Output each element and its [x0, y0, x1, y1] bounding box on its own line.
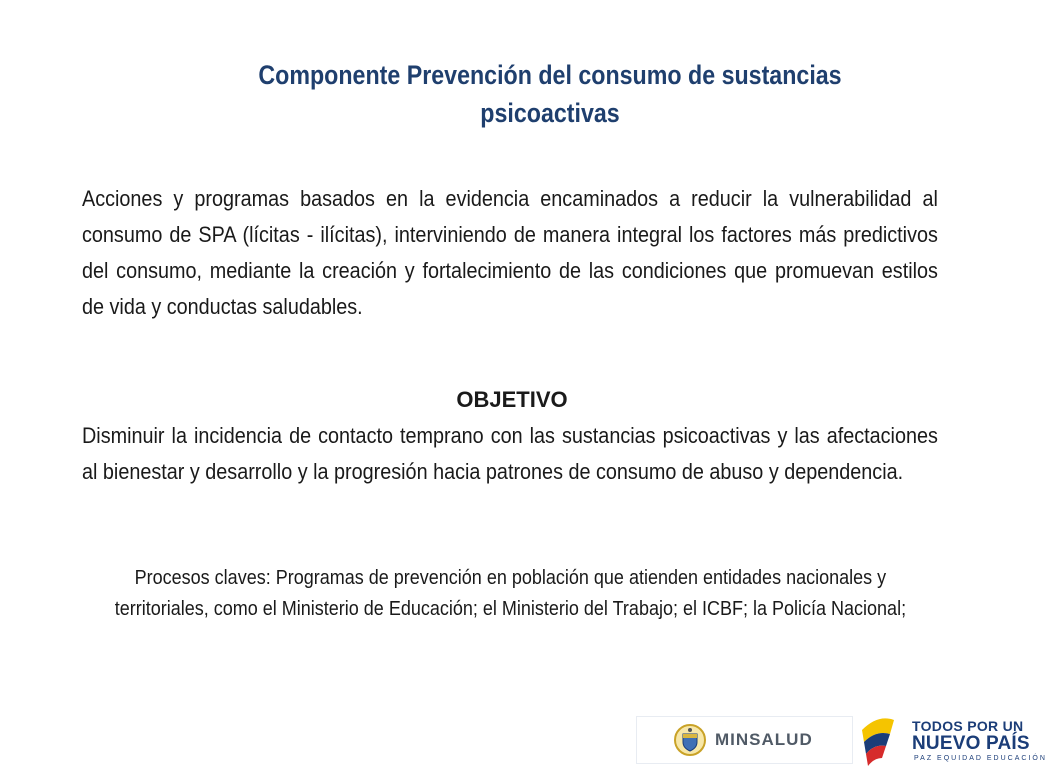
gov-slogan-line2: NUEVO PAÍS	[912, 733, 1030, 754]
slide-title: Componente Prevención del consumo de sustancias psicoactivas	[258, 60, 842, 128]
government-logo	[860, 710, 1047, 768]
processes-paragraph: Procesos claves: Programas de prevención en población que atienden entidades nacionales y territoriales, como el Ministerio de Educación; el Ministerio del Trabajo; el ICBF; la Policía Nacional;	[114, 567, 907, 620]
minsalud-label: MINSALUD	[715, 730, 813, 749]
gov-slogan-line1: TODOS POR UN	[912, 718, 1024, 734]
colombia-flag-icon	[860, 710, 908, 766]
gov-slogan-line3: PAZ EQUIDAD EDUCACIÓN	[914, 755, 1047, 762]
objective-heading: OBJETIVO	[456, 387, 568, 412]
intro-paragraph: Acciones y programas basados en la evidencia encaminados a reducir la vulnerabilidad al consumo de SPA (lícitas - ilícitas), interviniendo de manera integral los factores más predictivos del consumo, mediante la creación y fortalecimiento de las condiciones que promuevan estilos de vida y conductas saludables.	[82, 186, 938, 319]
coat-of-arms-icon	[673, 723, 707, 757]
objective-paragraph: Disminuir la incidencia de contacto temprano con las sustancias psicoactivas y las afectaciones al bienestar y desarrollo y la progresión hacia patrones de consumo de abuso y dependencia.	[82, 423, 938, 484]
minsalud-logo	[636, 716, 853, 764]
